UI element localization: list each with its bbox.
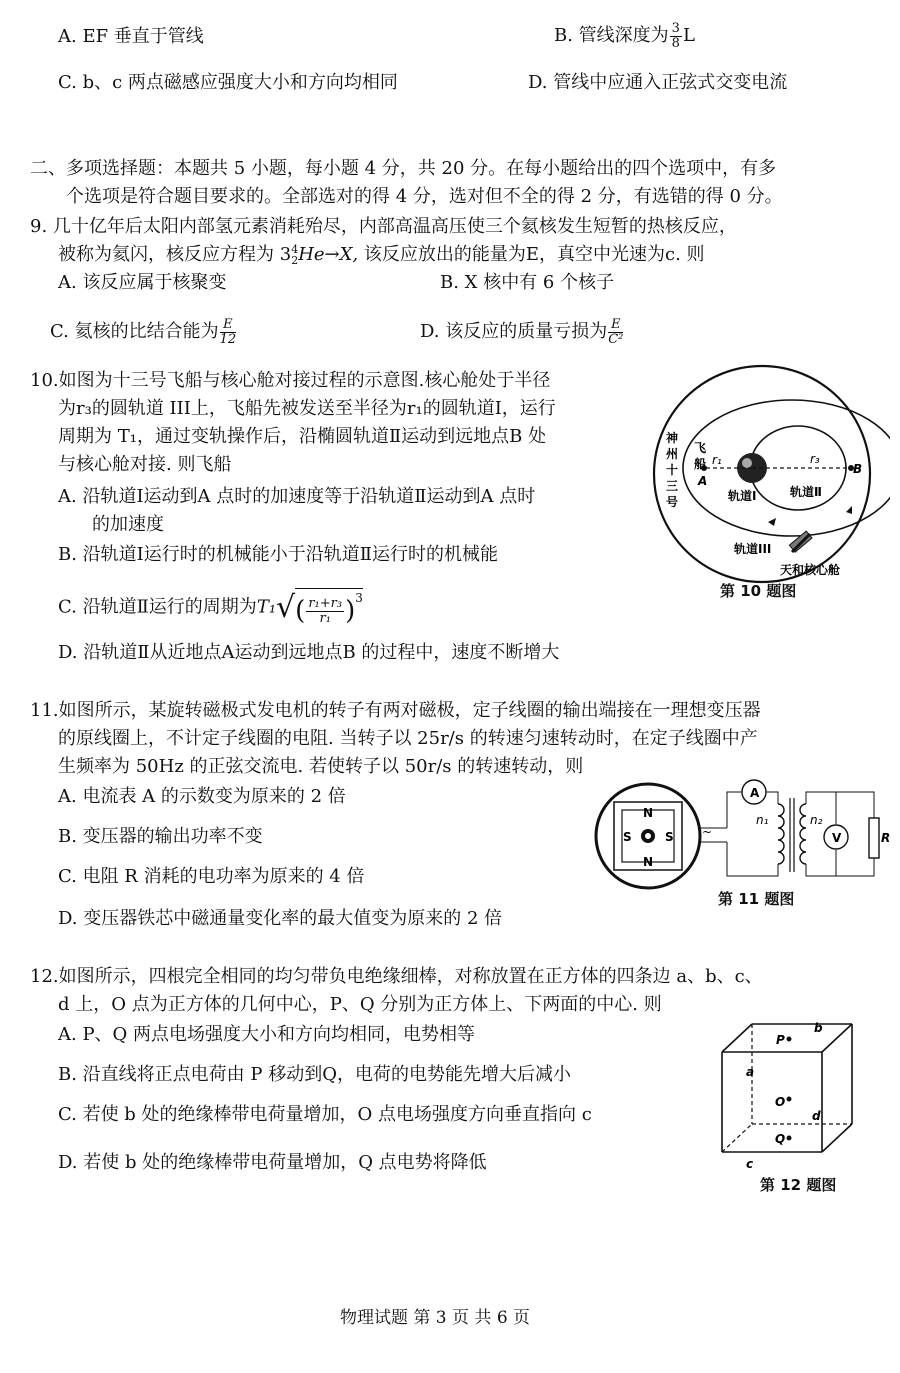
orbit-2-label: 轨道Ⅱ	[790, 485, 822, 499]
q10-option-b: B. 沿轨道Ⅰ运行时的机械能小于沿轨道Ⅱ运行时的机械能	[58, 544, 499, 565]
q12-option-d: D. 若使 b 处的绝缘棒带电荷量增加，Q 点电势将降低	[58, 1152, 487, 1173]
q11-stem-line1: 11.如图所示，某旋转磁极式发电机的转子有两对磁极，定子线圈的输出端接在一理想变压器	[30, 700, 761, 721]
point-q-label: Q	[775, 1132, 786, 1146]
n2-label: n₂	[810, 813, 823, 827]
edge-c-label: c	[746, 1157, 754, 1171]
q9-option-a: A. 该反应属于核聚变	[58, 272, 227, 293]
q10-stem-line2: 为r₃的圆轨道 III上，飞船先被发送至半径为r₁的圆轨道Ⅰ，运行	[58, 398, 556, 419]
page-footer: 物理试题 第 3 页 共 6 页	[340, 1308, 531, 1328]
svg-text:飞船: 飞船	[694, 441, 707, 471]
prev-option-a: A. EF 垂直于管线	[58, 26, 204, 47]
q11-caption: 第 11 题图	[718, 890, 795, 908]
q10-option-a-line1: A. 沿轨道Ⅰ运动到A 点时的加速度等于沿轨道Ⅱ运动到A 点时	[58, 486, 536, 507]
q11-option-d: D. 变压器铁芯中磁通量变化率的最大值变为原来的 2 倍	[58, 908, 503, 929]
q10-stem-line4: 与核心舱对接. 则飞船	[58, 454, 232, 475]
q12-option-b: B. 沿直线将正点电荷由 P 移动到Q，电荷的电势能先增大后减小	[58, 1064, 571, 1085]
q9-option-c: C. 氦核的比结合能为 $\frac{E}{12}$	[50, 317, 237, 347]
section-heading-line1: 二、多项选择题：本题共 5 小题，每小题 4 分，共 20 分。在每小题给出的四个选项中，有多	[30, 158, 777, 179]
q12-figure	[712, 1022, 862, 1197]
edge-b-label: b	[814, 1022, 823, 1035]
q10-caption: 第 10 题图	[720, 582, 797, 600]
q9-stem-line1: 9. 几十亿年后太阳内部氢元素消耗殆尽，内部高温高压使三个氦核发生短暂的热核反应，	[30, 216, 737, 237]
pole-s-right: S	[665, 830, 674, 844]
point-o-label: O	[775, 1095, 786, 1109]
q12-stem-line1: 12.如图所示，四根完全相同的均匀带负电绝缘细棒，对称放置在正方体的四条边 a、b、c、	[30, 966, 763, 987]
resistor-label: R	[881, 831, 891, 845]
station-label: 天和核心舱	[780, 563, 841, 577]
cube-diagram	[712, 1022, 862, 1172]
q12-option-c: C. 若使 b 处的绝缘棒带电荷量增加，O 点电场强度方向垂直指向 c	[58, 1104, 592, 1125]
q10-stem-line3: 周期为 T₁，通过变轨操作后，沿椭圆轨道Ⅱ运动到远地点B 处	[58, 426, 547, 447]
q11-option-c: C. 电阻 R 消耗的电功率为原来的 4 倍	[58, 866, 365, 887]
orbit-3-label: 轨道III	[734, 542, 772, 556]
prev-option-d: D. 管线中应通入正弦式交变电流	[528, 72, 788, 93]
prev-option-c: C. b、c 两点磁感应强度大小和方向均相同	[58, 72, 398, 93]
n1-label: n₁	[756, 813, 769, 827]
q10-option-a-line2: 的加速度	[92, 514, 164, 535]
q10-figure	[640, 362, 890, 612]
svg-text:~: ~	[702, 825, 713, 839]
q10-option-d: D. 沿轨道Ⅱ从近地点A运动到远地点B 的过程中，速度不断增大	[58, 642, 560, 663]
q10-stem-line1: 10.如图为十三号飞船与核心舱对接过程的示意图.核心舱处于半径	[30, 370, 551, 391]
q11-figure	[592, 776, 892, 916]
pole-n-top: N	[643, 806, 654, 820]
q9-stem-line2: 被称为氦闪，核反应方程为 3 4 2 He→X, 该反应放出的能量为E，真空中光速为c. 则	[58, 243, 705, 267]
q9-option-d: D. 该反应的质量亏损为 $\frac{E}{\text{C²}}$	[420, 317, 624, 347]
primary-coil	[778, 804, 784, 864]
q11-stem-line3: 生频率为 50Hz 的正弦交流电. 若使转子以 50r/s 的转速转动，则	[58, 756, 584, 777]
edge-d-label: d	[812, 1109, 821, 1123]
q11-option-a: A. 电流表 A 的示数变为原来的 2 倍	[58, 786, 346, 807]
q12-option-a: A. P、Q 两点电场强度大小和方向均相同，电势相等	[58, 1024, 476, 1045]
resistor	[869, 818, 879, 858]
section-heading-line2: 个选项是符合题目要求的。全部选对的得 4 分，选对但不全的得 2 分，有选错的得 0 分。	[66, 186, 783, 207]
r3-label: r₃	[810, 452, 820, 466]
point-b-label: B	[853, 462, 863, 476]
r1-label: r₁	[712, 453, 722, 467]
orbit-1-label: 轨道Ⅰ	[728, 489, 757, 503]
orbit-diagram	[640, 362, 890, 612]
q9-option-b: B. X 核中有 6 个核子	[440, 272, 615, 293]
ammeter-label: A	[750, 786, 760, 800]
q11-option-b: B. 变压器的输出功率不变	[58, 826, 263, 847]
point-a-label: A	[698, 474, 708, 488]
pole-s-left: S	[623, 830, 632, 844]
q10-option-c: C. 沿轨道Ⅱ运行的周期为T₁√( $\frac{\text{r₁+r₃}}{\text{r₁}}$ )$^3$	[58, 589, 363, 626]
prev-option-b: B. 管线深度为 $\frac{3}{8}$ L	[554, 21, 695, 51]
q12-stem-line2: d 上，O 点为正方体的几何中心，P、Q 分别为正方体上、下两面的中心. 则	[58, 994, 662, 1015]
edge-a-label: a	[746, 1065, 755, 1079]
q12-caption: 第 12 题图	[760, 1176, 837, 1194]
q11-stem-line2: 的原线圈上，不计定子线圈的电阻. 当转子以 25r/s 的转速匀速转动时，在定子线圈中产	[58, 728, 758, 749]
secondary-coil	[800, 804, 806, 864]
ship-vertical-label: 神州十三号	[666, 431, 679, 509]
pole-n-bottom: N	[643, 855, 654, 869]
voltmeter-label: V	[832, 831, 842, 845]
point-p-label: P	[776, 1033, 785, 1047]
generator-circuit-diagram	[592, 776, 892, 891]
